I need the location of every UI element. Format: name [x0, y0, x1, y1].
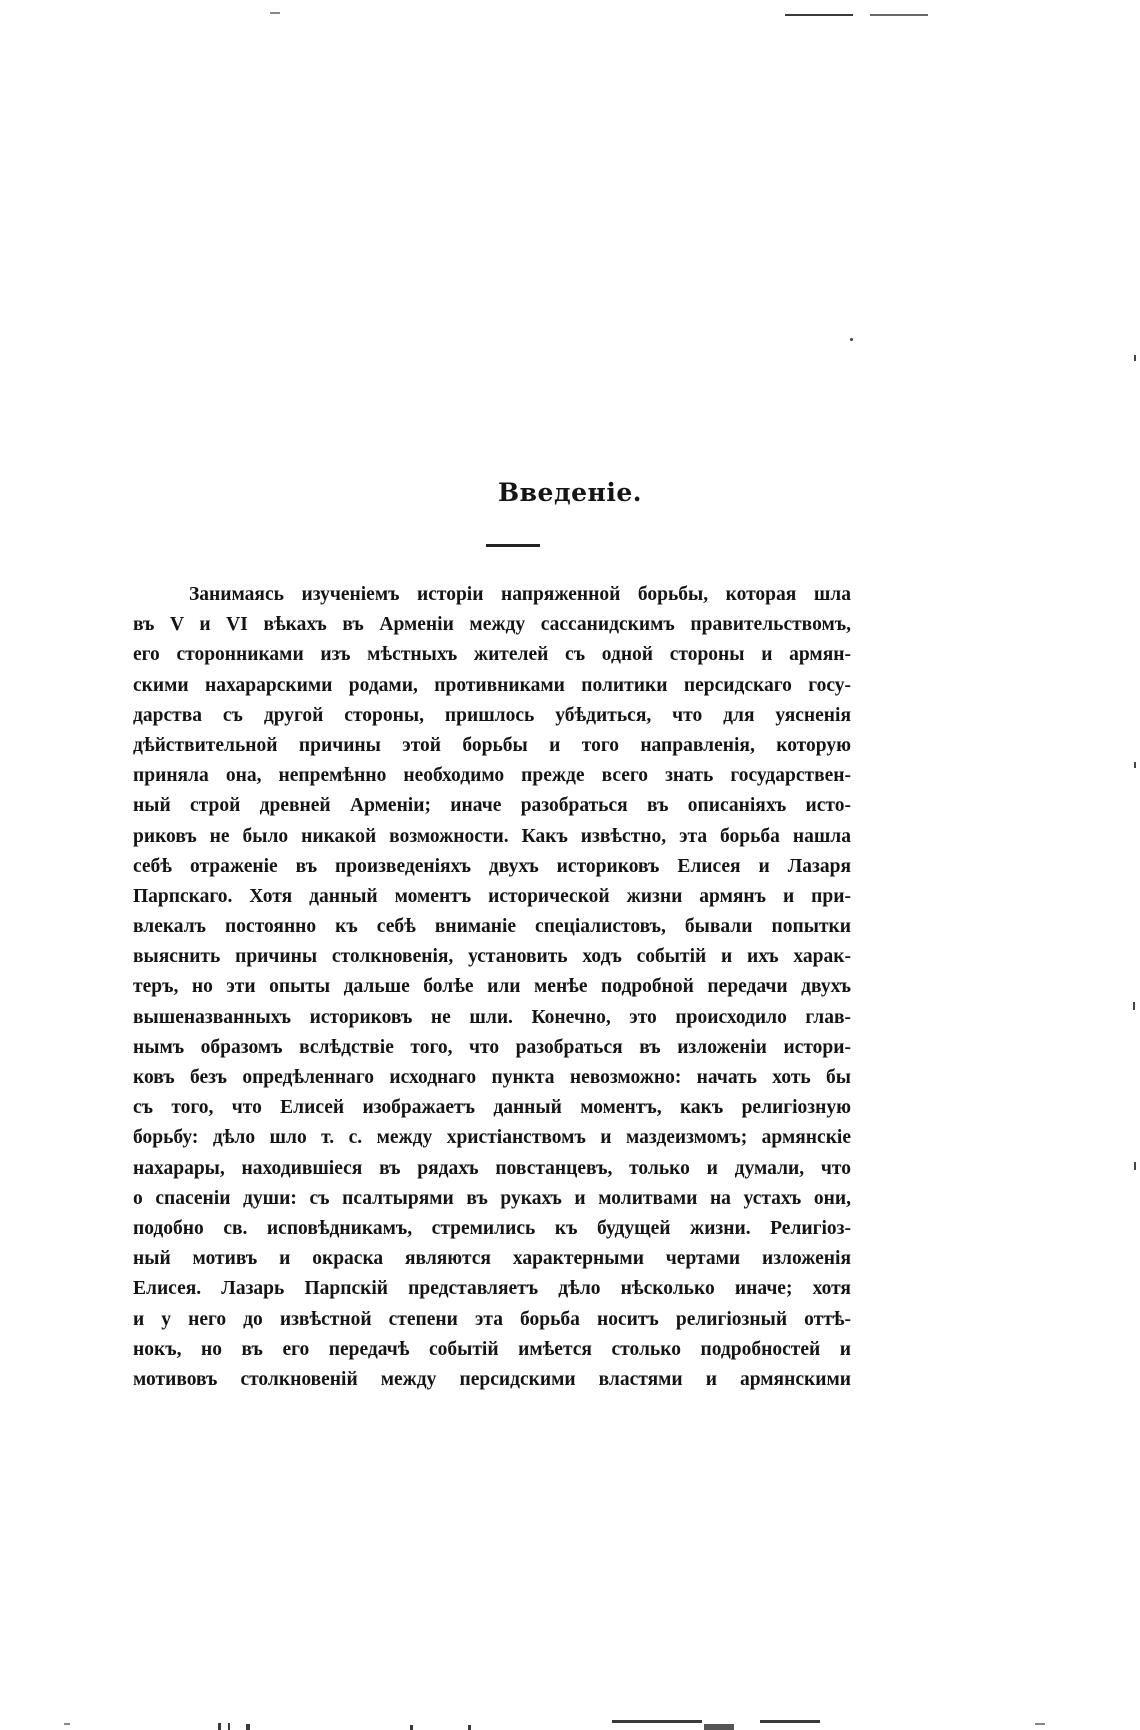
bleed-mark	[612, 1720, 702, 1723]
bleed-mark	[410, 1725, 413, 1730]
text-line: и у него до извѣстной степени эта борьба носитъ религіозный оттѣ-	[133, 1308, 851, 1330]
bleed-mark	[228, 1723, 230, 1730]
scan-mark-top-right-2	[870, 14, 928, 16]
bleed-mark	[468, 1725, 471, 1730]
text-line: себѣ отраженіе въ произведеніяхъ двухъ историковъ Елисея и Лазаря	[133, 855, 851, 877]
bleed-mark	[246, 1724, 250, 1730]
text-line: мотивовъ столкновеній между персидскими властями и армянскими	[133, 1368, 851, 1390]
scan-speck-4	[1133, 1002, 1135, 1010]
text-line: Парпскаго. Хотя данный моментъ исторической жизни армянъ и при-	[133, 885, 851, 907]
bleed-mark	[760, 1720, 820, 1723]
scan-speck-3	[1134, 762, 1136, 768]
scan-speck-2	[1134, 355, 1136, 361]
bleed-mark	[704, 1724, 734, 1730]
text-line: его сторонниками изъ мѣстныхъ жителей съ одной стороны и армян-	[133, 644, 851, 666]
scan-speck-5	[1134, 1162, 1136, 1170]
text-line: вышеназванныхъ историковъ не шли. Конечно, это происходило глав-	[133, 1006, 851, 1028]
bleed-mark	[64, 1723, 70, 1725]
text-line: выяснить причины столкновенія, установить ходъ событій и ихъ харак-	[133, 946, 851, 968]
scan-mark-top-left	[270, 12, 280, 14]
bleed-mark	[1035, 1723, 1045, 1725]
text-line: нымъ образомъ вслѣдствіе того, что разобраться въ изложеніи истори-	[133, 1036, 851, 1058]
text-line: дарства съ другой стороны, пришлось убѣдиться, что для уясненія	[133, 704, 851, 726]
text-line: Елисея. Лазарь Парпскій представляетъ дѣло нѣсколько иначе; хотя	[133, 1278, 851, 1300]
bleed-mark	[218, 1723, 221, 1730]
scan-speck-1	[850, 338, 853, 341]
title-divider	[486, 544, 540, 547]
text-line: въ V и VI вѣкахъ въ Арменіи между сассанидскимъ правительствомъ,	[133, 614, 851, 636]
scan-bleed-bottom	[0, 1715, 1140, 1730]
text-line: ковъ безъ опредѣленнаго исходнаго пункта невозможно: начать хоть бы	[133, 1067, 851, 1088]
text-line: теръ, но эти опыты дальше болѣе или менѣе подробной передачи двухъ	[133, 976, 851, 998]
text-line: Занимаясь изученіемъ исторіи напряженной борьбы, которая шла	[189, 584, 851, 605]
text-line: нокъ, но въ его передачѣ событій имѣется столько подробностей и	[133, 1338, 851, 1360]
text-line: риковъ не было никакой возможности. Какъ извѣстно, эта борьба нашла	[133, 825, 851, 847]
text-line: подобно св. исповѣдникамъ, стремились къ будущей жизни. Религіоз-	[133, 1217, 851, 1239]
text-line: ный мотивъ и окраска являются характерными чертами изложенія	[133, 1248, 851, 1270]
text-line: скими нахарарскими родами, противниками политики персидскаго госу-	[133, 674, 851, 696]
body-paragraph	[133, 580, 851, 1395]
scan-mark-top-right	[785, 14, 853, 16]
text-line: борьбу: дѣло шло т. с. между христіанствомъ и маздеизмомъ; армянскіе	[133, 1127, 851, 1149]
text-line: о спасеніи души: съ псалтырями въ рукахъ и молитвами на устахъ они,	[133, 1187, 851, 1209]
text-line: дѣйствительной причины этой борьбы и того направленія, которую	[133, 734, 851, 756]
chapter-title: Введеніе.	[498, 478, 642, 507]
text-line: влекалъ постоянно къ себѣ вниманіе спеціалистовъ, бывали попытки	[133, 916, 851, 938]
text-line: ный строй древней Арменіи; иначе разобраться въ описаніяхъ исто-	[133, 795, 851, 817]
text-line: съ того, что Елисей изображаетъ данный моментъ, какъ религіозную	[133, 1097, 851, 1119]
text-line: приняла она, непремѣнно необходимо прежде всего знать государствен-	[133, 765, 851, 787]
text-line: нахарары, находившіеся въ рядахъ повстанцевъ, только и думали, что	[133, 1157, 851, 1179]
